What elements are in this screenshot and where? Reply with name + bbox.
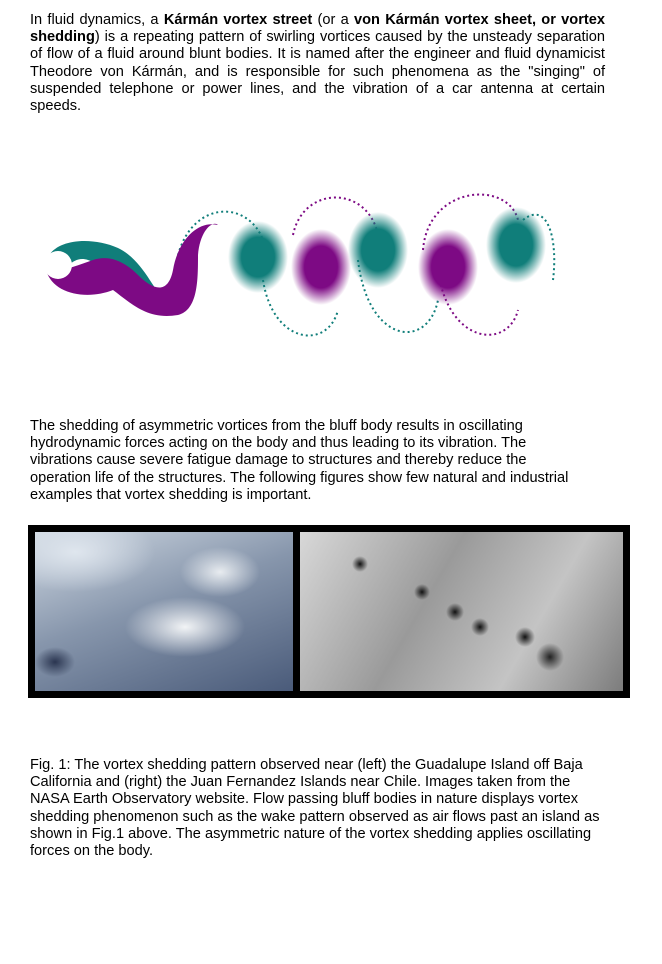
intro-text: ) is a repeating pattern of swirling vortices caused by the unsteady separation of flow of a fluid around blunt bodies. It is named after the engineer and fluid dynamicist Theodore von Kármán, and is responsible for such phenomena as the "singing" of suspended telephone or power lines, and the vibration of a car antenna at certain speeds. [30, 29, 605, 115]
vortex-magenta [291, 229, 351, 305]
intro-text: (or a [312, 12, 354, 28]
vortex-teal [348, 212, 408, 288]
intro-paragraph [30, 12, 605, 115]
vortex-magenta [418, 229, 478, 305]
term-karman-vortex-street: Kármán vortex street [163, 12, 313, 28]
shedding-paragraph: The shedding of asymmetric vortices from the bluff body results in oscillating hydrodynamic forces acting on the body and thus leading to its vibration. The vibrations cause severe fatigue damage to structures and thereby reduce the operation life of the structures. The following figures show few natural and industrial examples that vortex shedding is important. [30, 418, 569, 503]
guadalupe-island-photo [35, 532, 293, 691]
figure-caption: Fig. 1: The vortex shedding pattern observed near (left) the Guadalupe Island off Baja California and (right) the Juan Fernandez Islands near Chile. Images taken from the NASA Earth Observatory website. Flow passing bluff bodies in nature displays vortex shedding phenomenon such as the wake pattern observed as air flows past an island as shown in Fig.1 above. The asymmetric nature of the vortex shedding applies oscillating forces on the body. [30, 757, 600, 860]
satellite-figure [28, 525, 630, 698]
vortex-street-illustration [28, 160, 568, 360]
vortex-teal [228, 221, 288, 293]
term-vortex-sheet: von Kármán vortex sheet, or vortex shedding [30, 12, 605, 46]
juan-fernandez-islands-photo [300, 532, 623, 691]
bluff-body-cylinder [44, 251, 72, 279]
wake-magenta [46, 224, 218, 316]
intro-text: In fluid dynamics, a [30, 12, 164, 28]
vortex-teal [486, 207, 546, 283]
